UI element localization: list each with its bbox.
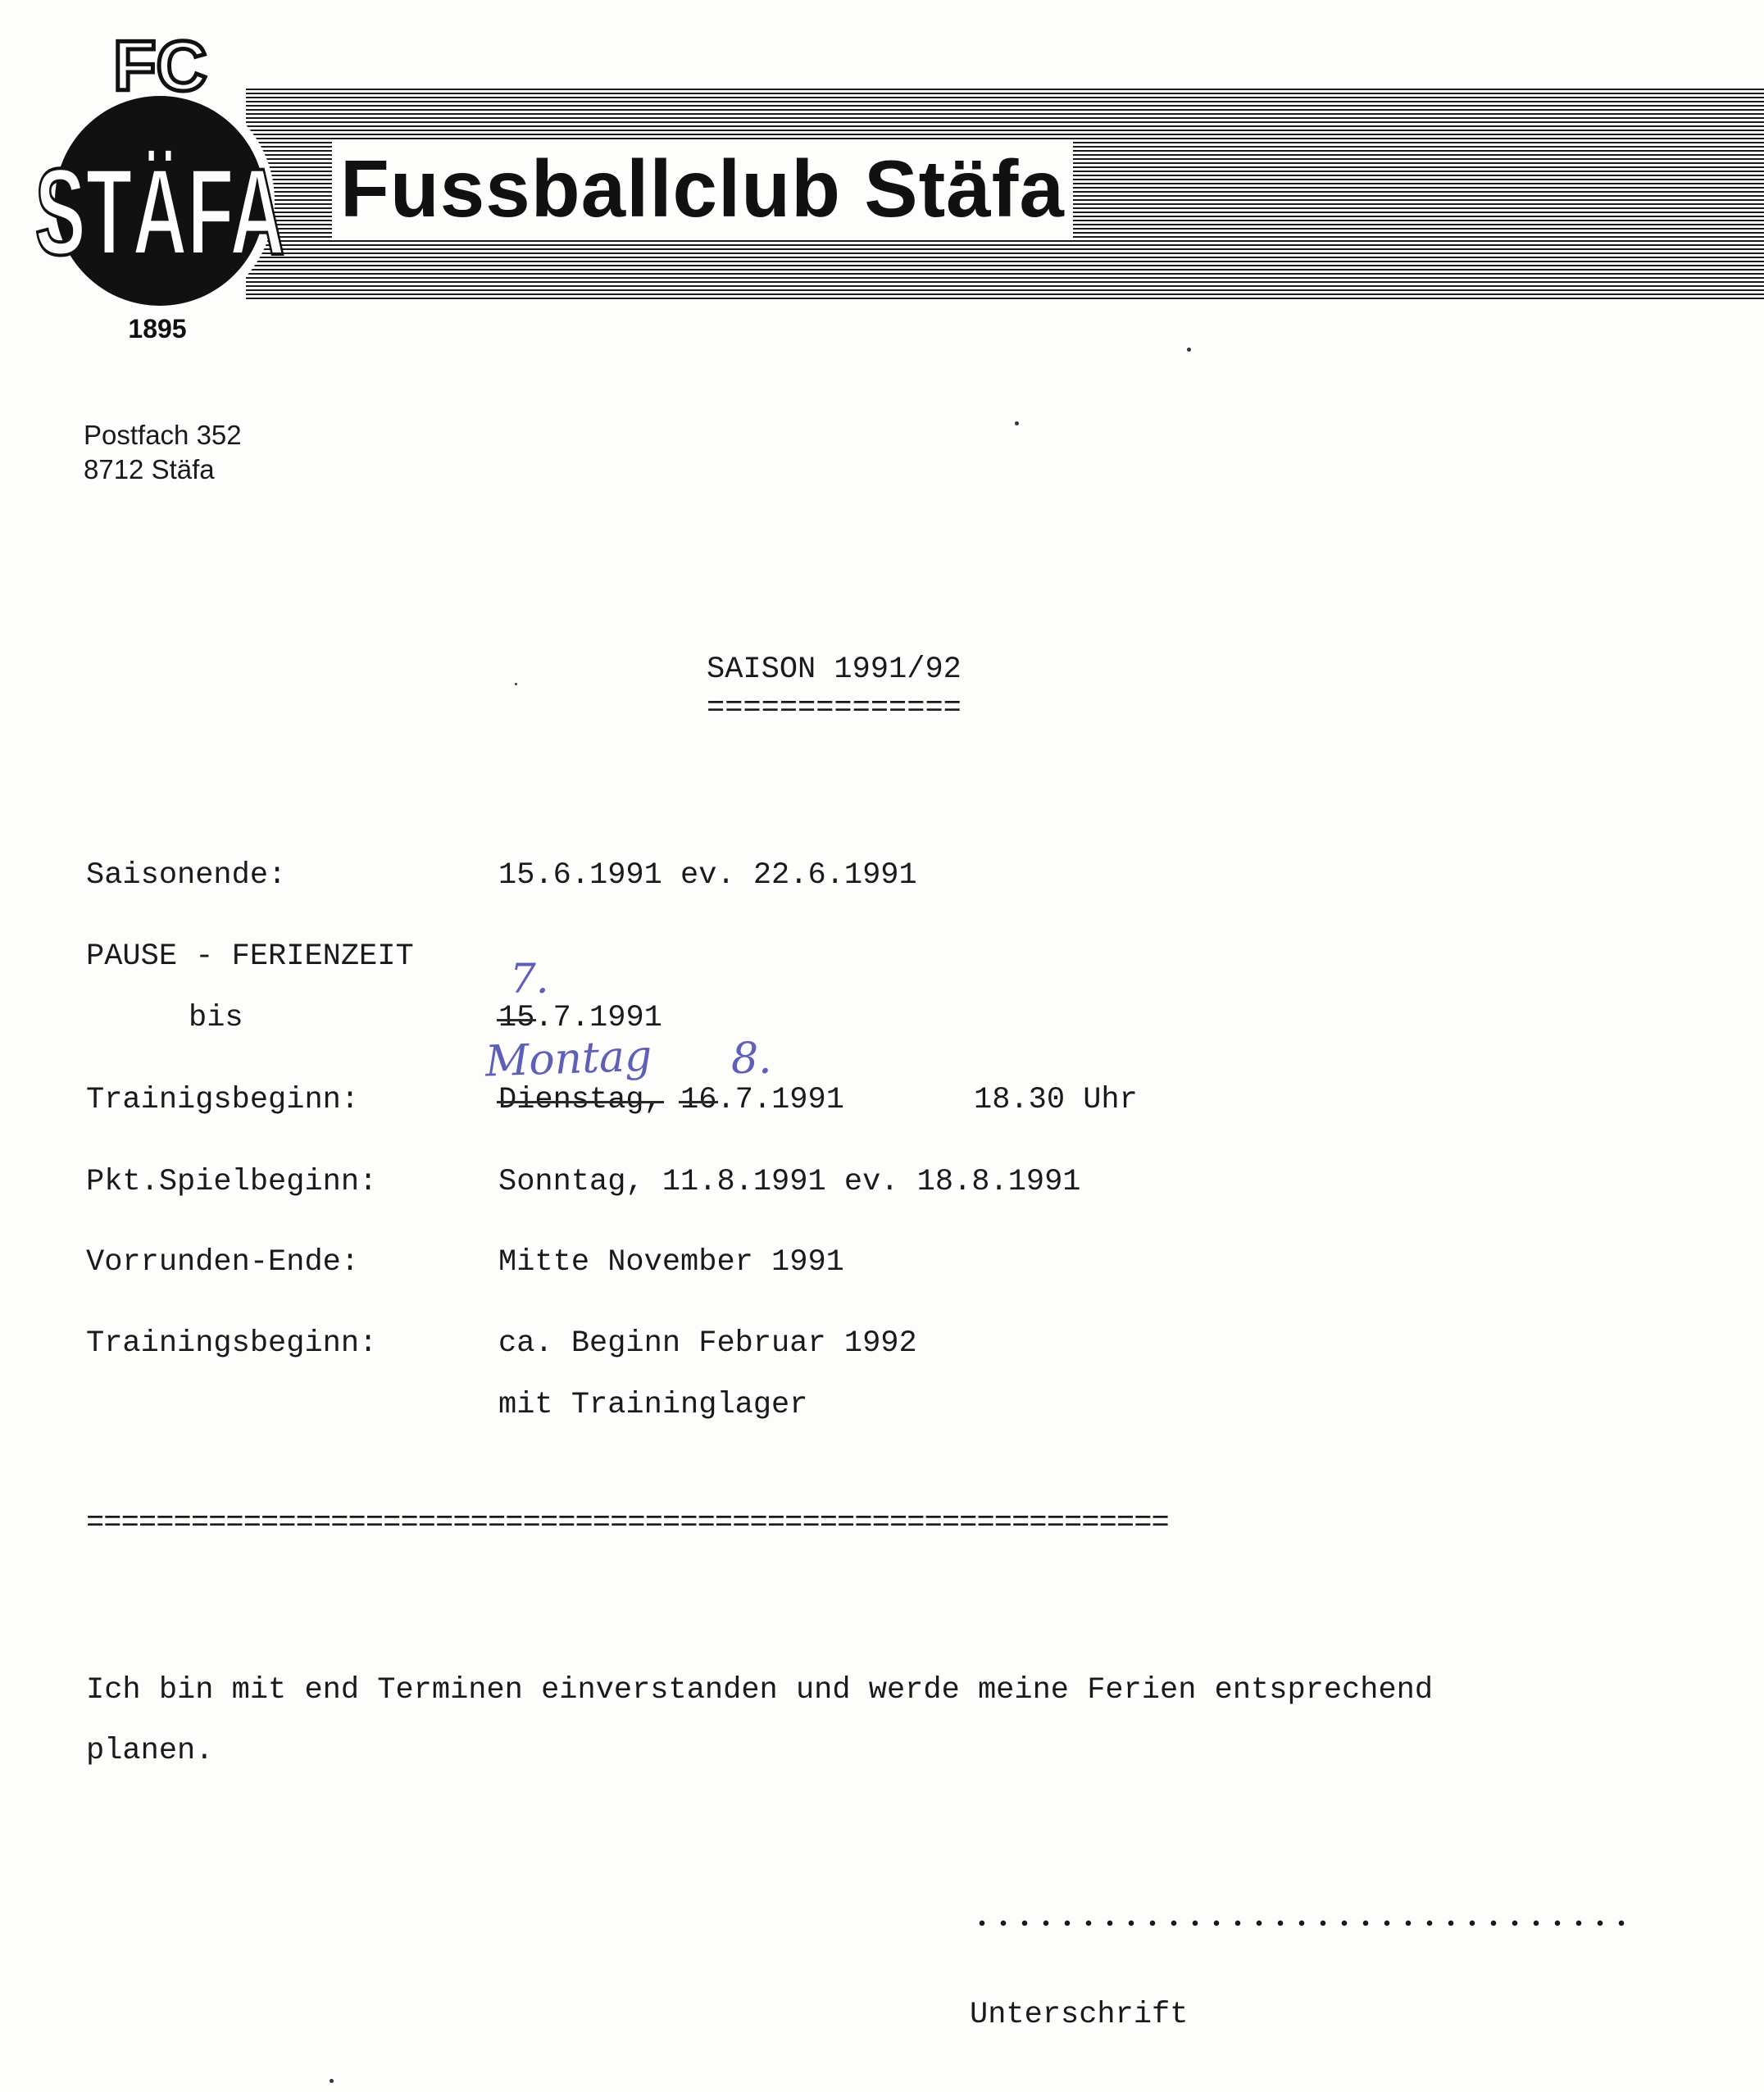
- scan-speck: [515, 683, 517, 685]
- document-title: SAISON 1991/92: [707, 653, 962, 687]
- vorrunde-label: Vorrunden-Ende:: [86, 1245, 360, 1280]
- logo-fc-text: FC: [113, 27, 207, 106]
- club-logo: [25, 8, 303, 344]
- pause-hand-correction: 7.: [510, 955, 549, 1003]
- pause-value: [498, 1000, 662, 1036]
- pause-struck-date: 15: [498, 1001, 535, 1035]
- saisonende-label: Saisonende:: [86, 858, 287, 893]
- statement-line-1: Ich bin mit end Terminen einverstanden und werde meine Ferien entsprechend: [86, 1673, 1434, 1708]
- statement-line-2: planen.: [86, 1734, 214, 1768]
- scan-speck: [1015, 421, 1019, 425]
- address-line-2: 8712 Stäfa: [84, 454, 215, 484]
- title-underline: ==============: [707, 691, 962, 725]
- trainigsbeginn-value: [498, 1082, 844, 1118]
- training-struck-day: Dienstag,: [498, 1083, 662, 1117]
- trainingsbeginn-value-line2: mit Traininglager: [498, 1388, 808, 1422]
- spielbeginn-label: Pkt.Spielbeginn:: [86, 1165, 378, 1199]
- spielbeginn-value: Sonntag, 11.8.1991 ev. 18.8.1991: [498, 1165, 1081, 1199]
- training-date-rest: .7.1991: [716, 1083, 844, 1117]
- pause-bis-label: bis: [189, 1001, 243, 1035]
- trainigsbeginn-label: Trainigsbeginn:: [86, 1083, 360, 1117]
- signature-line: [971, 1918, 1627, 1928]
- logo-stafa-text: STÄFA: [34, 143, 285, 281]
- saisonende-value: 15.6.1991 ev. 22.6.1991: [498, 858, 917, 893]
- logo-year-text: 1895: [128, 314, 187, 343]
- sender-address: [84, 418, 242, 487]
- trainingsbeginn-value-line1: ca. Beginn Februar 1992: [498, 1326, 917, 1361]
- scan-speck: [1187, 348, 1191, 352]
- pause-label: PAUSE - FERIENZEIT: [86, 939, 414, 974]
- scan-speck: [330, 2079, 334, 2083]
- trainingsbeginn-label: Trainingsbeginn:: [86, 1326, 378, 1361]
- vorrunde-value: Mitte November 1991: [498, 1245, 844, 1280]
- trainigsbeginn-time: 18.30 Uhr: [974, 1083, 1138, 1117]
- training-hand-date: 8.: [731, 1035, 772, 1084]
- separator-line: ==============================================================: [86, 1506, 1169, 1540]
- pause-date-rest: .7.1991: [534, 1001, 662, 1035]
- club-name: Fussballclub Stäfa: [332, 139, 1073, 238]
- training-struck-date: 16: [680, 1083, 717, 1117]
- address-line-1: Postfach 352: [84, 420, 242, 450]
- signature-label: Unterschrift: [970, 1998, 1189, 2032]
- training-hand-day: Montag: [484, 1031, 653, 1087]
